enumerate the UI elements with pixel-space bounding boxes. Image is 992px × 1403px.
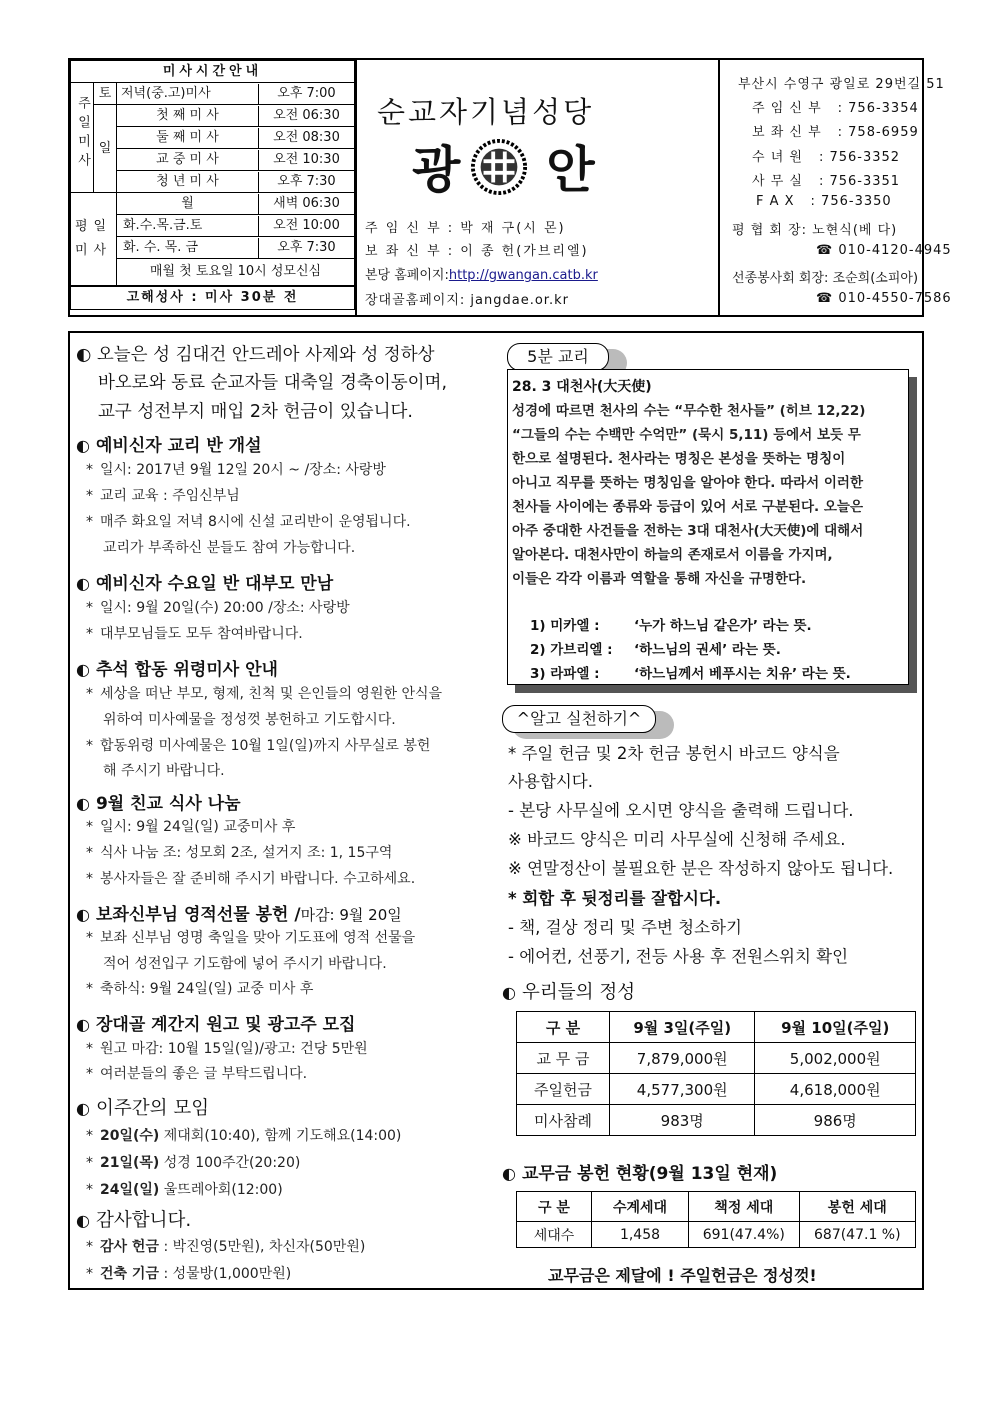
section-title: ◐ 보좌신부님 영적선물 봉헌 /마감: 9월 20일 bbox=[76, 905, 402, 925]
half-circle-bullet-icon: ◐ bbox=[76, 1211, 90, 1230]
thanks-item: * 감사 헌금 : 박진영(5만원), 차신자(50만원) bbox=[86, 1239, 366, 1255]
assistant-pastor-name: 보 좌 신 부 : 이 종 헌(가브리엘) bbox=[365, 244, 589, 259]
section-item: * 합동위령 미사예물은 10월 1일(일)까지 사무실로 봉헌 bbox=[86, 738, 431, 754]
first-saturday-note: 매월 첫 토요일 10시 성모신심 bbox=[117, 259, 355, 287]
asterisk-bullet-icon: * bbox=[86, 1266, 93, 1282]
asterisk-bullet-icon: * bbox=[86, 845, 93, 861]
section-title: ◐ 9월 친교 식사 나눔 bbox=[76, 794, 241, 814]
practice-tab: ^알고 실천하기^ bbox=[502, 705, 656, 733]
pastor-name: 주 임 신 부 : 박 재 구(시 몬) bbox=[365, 221, 566, 236]
mass-schedule-title: 미사시간안내 bbox=[71, 61, 355, 83]
mass-schedule-table bbox=[70, 60, 355, 310]
saturday-label: 토 bbox=[94, 83, 117, 105]
table-cell: 교 무 금 bbox=[517, 1043, 610, 1074]
doctrine-text: 성경에 따르면 천사의 수는 “무수한 천사들” (히브 12,22) “그들의 수는 수백만 수억만” (묵시 5,11) 등에서 보듯 무 한으로 설명된다. 천사라는 명칭은 본성을 뜻하는 명칭이 아니고 직무를 뜻하는 명칭임을 알아야 한다. 따라서 이러한 천사들 사이에는 종류와 등급이 있어 서로 구분된다. 오늘은 아주 중대한 사건들을 전하는 3대 대천사(大天使)에 대해서 알아본다. 대천사만이 하늘의 존재로서 이름을 가지며, 이들은 각각 이름과 역할을 통해 자신을 규명한다. bbox=[512, 403, 866, 587]
section-item: * 교리 교육 : 주임신부님 bbox=[86, 488, 240, 504]
section-title: ◐ 추석 합동 위령미사 안내 bbox=[76, 660, 278, 680]
table-cell: 4,577,300원 bbox=[610, 1074, 755, 1105]
asterisk-bullet-icon: * bbox=[86, 1128, 93, 1144]
church-name-right: 안 bbox=[546, 140, 595, 199]
homepage-link[interactable]: http://gwangan.catb.kr bbox=[448, 268, 598, 283]
table-header: 9월 3일(주일) bbox=[610, 1012, 755, 1043]
jangdae-homepage[interactable]: 장대골홈페이지: jangdae.or.kr bbox=[365, 293, 569, 308]
sunday-mass-label: 주일미사 bbox=[75, 96, 90, 172]
section-item: * 여러분들의 좋은 글 부탁드립니다. bbox=[86, 1066, 308, 1082]
address: 부산시 수영구 광일로 29번길 51 bbox=[738, 77, 945, 92]
practice-line: - 책, 걸상 정리 및 주변 청소하기 bbox=[508, 918, 742, 937]
practice-line: ※ 바코드 양식은 미리 사무실에 신청해 주세요. bbox=[508, 830, 846, 849]
asterisk-bullet-icon: * bbox=[86, 1041, 93, 1057]
practice-line: ※ 연말정산이 불필요한 분은 작성하지 않아도 됩니다. bbox=[508, 859, 894, 878]
section-item: * 일시: 2017년 9월 12일 20시 ~ /장소: 사랑방 bbox=[86, 462, 386, 478]
offering-table bbox=[516, 1011, 916, 1136]
contact-row bbox=[752, 121, 919, 140]
contact-label: 보 좌 신 부 bbox=[752, 125, 822, 140]
contact-row bbox=[752, 97, 919, 116]
table-cell: 1,458 bbox=[592, 1222, 689, 1248]
section-item: * 원고 마감: 10월 15일(일)/광고: 건당 5만원 bbox=[86, 1041, 368, 1057]
asterisk-bullet-icon: * bbox=[86, 738, 93, 754]
table-cell: 5,002,000원 bbox=[755, 1043, 916, 1074]
contact-value: : 758-6959 bbox=[837, 125, 919, 140]
section-item: * 대부모님들도 모두 참여바랍니다. bbox=[86, 626, 303, 642]
asterisk-bullet-icon: * bbox=[86, 626, 93, 642]
doctrine-box bbox=[507, 369, 909, 685]
intro-line-3: 교구 성전부지 매입 2차 헌금이 있습니다. bbox=[98, 402, 413, 422]
intro-line-2: 바오로와 동료 순교자들 대축일 경축이동이며, bbox=[98, 373, 448, 393]
mass-time: 오전 06:30 bbox=[273, 107, 340, 123]
practice-line: 사용합시다. bbox=[508, 772, 593, 791]
asterisk-bullet-icon: * bbox=[86, 871, 93, 887]
weekday-label-2: 미사 bbox=[74, 243, 113, 258]
asterisk-bullet-icon: * bbox=[86, 514, 93, 530]
table-header: 구 분 bbox=[517, 1012, 610, 1043]
half-circle-bullet-icon: ◐ bbox=[76, 794, 90, 813]
mass-name: 첫 째 미 사 bbox=[117, 106, 259, 126]
sunday-short-label: 일 bbox=[94, 105, 117, 193]
section-item-cont: 위하여 미사예물을 정성껏 봉헌하고 기도합시다. bbox=[103, 712, 396, 728]
asterisk-bullet-icon: * bbox=[86, 686, 93, 702]
council-president: 평 협 회 장: 노현식(베 다) bbox=[732, 223, 898, 238]
doctrine-title: 28. 3 대천사(大天使) bbox=[512, 379, 652, 395]
mass-time: 오후 7:30 bbox=[277, 239, 336, 255]
asterisk-bullet-icon: * bbox=[86, 1239, 93, 1255]
asterisk-bullet-icon: * bbox=[86, 1155, 93, 1171]
archangel-line: 2) 가브리엘 : ‘하느님의 권세’ 라는 뜻. bbox=[530, 642, 781, 658]
section-item: * 매주 화요일 저녁 8시에 신설 교리반이 운영됩니다. bbox=[86, 514, 411, 530]
half-circle-bullet-icon: ◐ bbox=[76, 1099, 90, 1118]
tax-table bbox=[516, 1191, 916, 1248]
mass-time: 새벽 06:30 bbox=[273, 195, 340, 211]
contact-row bbox=[752, 170, 900, 189]
meeting-item: * 24일(일) 울뜨레아회(12:00) bbox=[86, 1182, 283, 1198]
mass-time: 오전 08:30 bbox=[273, 129, 340, 145]
contact-row bbox=[752, 146, 900, 165]
meeting-item: * 20일(수) 제대회(10:40), 함께 기도해요(14:00) bbox=[86, 1128, 402, 1144]
table-cell: 세대수 bbox=[517, 1222, 592, 1248]
table-cell: 691(47.4%) bbox=[689, 1222, 800, 1248]
table-cell: 주일헌금 bbox=[517, 1074, 610, 1105]
mass-name: 둘 째 미 사 bbox=[117, 128, 259, 148]
mass-name: 화. 수. 목. 금 bbox=[117, 238, 259, 258]
section-item-cont: 해 주시기 바랍니다. bbox=[103, 763, 225, 779]
contact-label: F A X bbox=[756, 194, 795, 209]
asterisk-bullet-icon: * bbox=[86, 819, 93, 835]
church-logo-icon bbox=[470, 138, 528, 196]
bulletin-body bbox=[68, 331, 924, 1290]
council-phone: ☎ 010-4120-4945 bbox=[816, 243, 952, 258]
section-item: * 보좌 신부님 영명 축일을 맞아 기도표에 영적 선물을 bbox=[86, 930, 416, 946]
asterisk-bullet-icon: * bbox=[86, 1066, 93, 1082]
section-title: ◐ 이주간의 모임 bbox=[76, 1098, 210, 1119]
section-title: ◐ 장대골 계간지 원고 및 광고주 모집 bbox=[76, 1015, 356, 1035]
section-item: * 세상을 떠난 부모, 형제, 친척 및 은인들의 영원한 안식을 bbox=[86, 686, 443, 702]
church-subtitle: 순교자기념성당 bbox=[377, 95, 595, 129]
table-header: 구 분 bbox=[517, 1192, 592, 1222]
archangel-line: 1) 미카엘 : ‘누가 하느님 같은가’ 라는 뜻. bbox=[530, 618, 812, 634]
section-title: ◐ 교무금 봉헌 현황(9월 13일 현재) bbox=[502, 1164, 778, 1184]
table-header: 봉헌 세대 bbox=[799, 1192, 915, 1222]
contact-box bbox=[720, 60, 952, 315]
mass-time: 오전 10:30 bbox=[273, 151, 340, 167]
contact-value: : 756-3350 bbox=[810, 194, 892, 209]
confession-note: 고해성사 : 미사 30분 전 bbox=[71, 286, 355, 310]
practice-line: - 본당 사무실에 오시면 양식을 출력해 드립니다. bbox=[508, 801, 854, 820]
section-title: ◐ 감사합니다. bbox=[76, 1210, 192, 1231]
contact-row bbox=[756, 194, 892, 209]
section-title: ◐ 예비신자 교리 반 개설 bbox=[76, 436, 262, 456]
asterisk-bullet-icon: * bbox=[86, 488, 93, 504]
doctrine-tab: 5분 교리 bbox=[507, 343, 609, 371]
half-circle-bullet-icon: ◐ bbox=[76, 574, 90, 593]
thanks-item: * 건축 기금 : 성물방(1,000만원) bbox=[86, 1266, 292, 1282]
half-circle-bullet-icon: ◐ bbox=[502, 1164, 516, 1183]
mass-time: 오후 7:30 bbox=[277, 173, 336, 189]
contact-value: : 756-3352 bbox=[818, 150, 901, 165]
section-item: * 일시: 9월 24일(일) 교중미사 후 bbox=[86, 819, 296, 835]
mass-name: 월 bbox=[117, 194, 259, 214]
contact-label: 수 녀 원 bbox=[752, 150, 803, 165]
half-circle-bullet-icon: ◐ bbox=[76, 436, 90, 455]
section-title: ◐ 우리들의 정성 bbox=[502, 982, 636, 1003]
asterisk-bullet-icon: * bbox=[86, 1182, 93, 1198]
table-header: 책정 세대 bbox=[689, 1192, 800, 1222]
contact-value: : 756-3354 bbox=[837, 101, 919, 116]
table-cell: 4,618,000원 bbox=[755, 1074, 916, 1105]
half-circle-bullet-icon: ◐ bbox=[76, 905, 90, 924]
half-circle-bullet-icon: ◐ bbox=[76, 660, 90, 679]
contact-label: 주 임 신 부 bbox=[752, 101, 822, 116]
section-item: * 축하식: 9월 24일(일) 교중 미사 후 bbox=[86, 981, 314, 997]
mass-time: 오후 7:00 bbox=[277, 85, 336, 101]
section-item-cont: 적어 성전입구 기도함에 넣어 주시기 바랍니다. bbox=[103, 956, 387, 972]
bulletin-header bbox=[68, 58, 952, 317]
table-cell: 미사참례 bbox=[517, 1105, 610, 1136]
section-item: * 식사 나눔 조: 성모회 2조, 설거지 조: 1, 15구역 bbox=[86, 845, 393, 861]
contact-value: : 756-3351 bbox=[818, 174, 901, 189]
mass-name: 청 년 미 사 bbox=[117, 172, 259, 192]
mass-name: 교 중 미 사 bbox=[117, 150, 259, 170]
asterisk-bullet-icon: * bbox=[86, 930, 93, 946]
volunteer-phone: ☎ 010-4550-7586 bbox=[816, 291, 952, 306]
section-title: ◐ 예비신자 수요일 반 대부모 만남 bbox=[76, 574, 334, 594]
church-title-box bbox=[357, 60, 720, 315]
table-cell: 7,879,000원 bbox=[610, 1043, 755, 1074]
table-cell: 687(47.1 %) bbox=[799, 1222, 915, 1248]
asterisk-bullet-icon: * bbox=[86, 462, 93, 478]
mass-name: 화.수.목.금.토 bbox=[117, 216, 259, 236]
table-cell: 986명 bbox=[755, 1105, 916, 1136]
practice-line: * 주일 헌금 및 2차 헌금 봉헌시 바코드 양식을 bbox=[508, 744, 840, 763]
homepage-label: 본당 홈페이지: bbox=[365, 268, 449, 283]
church-name-left: 광 bbox=[412, 140, 461, 199]
archangel-line: 3) 라파엘 : ‘하느님께서 베푸시는 치유’ 라는 뜻. bbox=[530, 666, 851, 682]
half-circle-bullet-icon: ◐ bbox=[502, 983, 516, 1002]
practice-line: * 회합 후 뒷정리를 잘합시다. bbox=[508, 889, 722, 908]
mass-name: 저녁(중.고)미사 bbox=[117, 84, 259, 104]
section-item-cont: 교리가 부족하신 분들도 참여 가능합니다. bbox=[103, 540, 356, 556]
section-item: * 일시: 9월 20일(수) 20:00 /장소: 사랑방 bbox=[86, 600, 350, 616]
practice-line: - 에어컨, 선풍기, 전등 사용 후 전원스위치 확인 bbox=[508, 947, 849, 966]
tax-note: 교무금은 제달에 ! 주일헌금은 정성껏! bbox=[548, 1266, 817, 1285]
weekday-label-1: 평일 bbox=[74, 219, 113, 234]
half-circle-bullet-icon: ◐ bbox=[76, 1015, 90, 1034]
meeting-item: * 21일(목) 성경 100주간(20:20) bbox=[86, 1155, 301, 1171]
mass-schedule-box bbox=[70, 60, 357, 315]
section-item: * 봉사자들은 잘 준비해 주시기 바랍니다. 수고하세요. bbox=[86, 871, 416, 887]
homepage-line bbox=[365, 264, 598, 283]
contact-label: 사 무 실 bbox=[752, 174, 803, 189]
table-cell: 983명 bbox=[610, 1105, 755, 1136]
intro-line-1: ◐ 오늘은 성 김대건 안드레아 사제와 성 정하상 bbox=[76, 345, 435, 365]
half-circle-bullet-icon: ◐ bbox=[76, 345, 92, 365]
asterisk-bullet-icon: * bbox=[86, 981, 93, 997]
mass-time: 오전 10:00 bbox=[273, 217, 340, 233]
volunteer-president: 선종봉사회 회장: 조순희(소피아) bbox=[732, 271, 919, 286]
asterisk-bullet-icon: * bbox=[86, 600, 93, 616]
table-header: 9월 10일(주일) bbox=[755, 1012, 916, 1043]
table-header: 수계세대 bbox=[592, 1192, 689, 1222]
